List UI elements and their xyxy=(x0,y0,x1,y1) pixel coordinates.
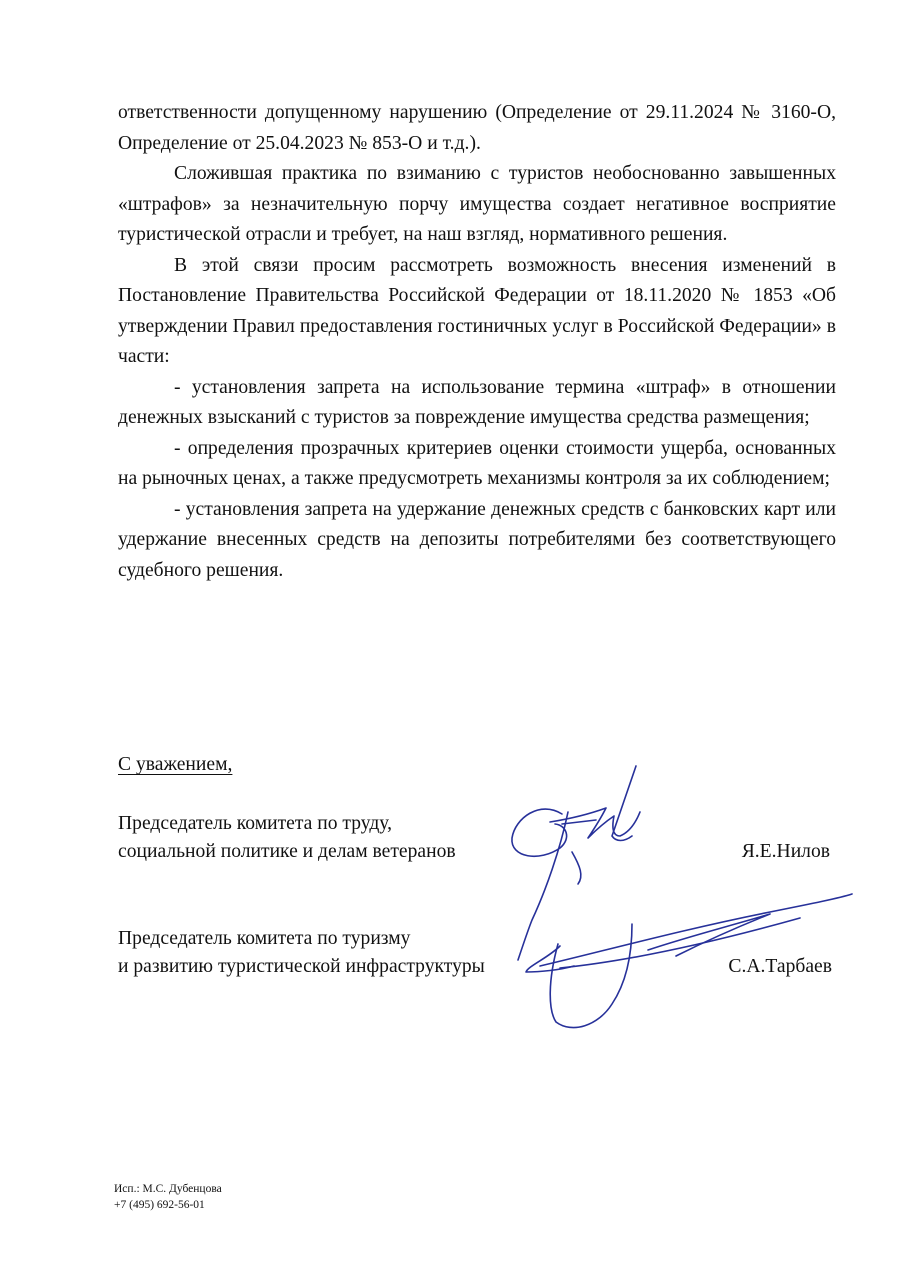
signatory-1-name: Я.Е.Нилов xyxy=(741,841,830,862)
paragraph-request: В этой связи просим рассмотреть возможность внесения изменений в Постановление Правительства Российской Федерации от 18.11.2020 № 1853 «Об утверждении Правил предоставления гостиничных услуг в Российской Федерации» в части: xyxy=(118,254,836,367)
signatory-block-1 xyxy=(118,810,838,866)
closing-salutation: С уважением, xyxy=(118,754,233,775)
paragraph-practice: Сложившая практика по взиманию с туристов необоснованно завышенных «штрафов» за незначительную порчу имущества создает негативное восприятие туристической отрасли и требует, на наш взгляд, нормативного решения. xyxy=(118,163,836,245)
list-item-damage-criteria: - определения прозрачных критериев оценки стоимости ущерба, основанных на рыночных ценах, а также предусмотреть механизмы контроля за их соблюдением; xyxy=(118,437,836,489)
signatory-1-position-line2: социальной политике и делам ветеранов xyxy=(118,841,456,862)
paragraph-continuation: ответственности допущенному нарушению (Определение от 29.11.2024 № 3160-О, Определение от 25.04.2023 № 853-О и т.д.). xyxy=(118,102,836,154)
executor-name: Исп.: М.С. Дубенцова xyxy=(114,1183,222,1195)
executor-phone: +7 (495) 692-56-01 xyxy=(114,1199,205,1211)
signatory-2-position-line1: Председатель комитета по туризму xyxy=(118,928,411,949)
signatory-block-2 xyxy=(118,925,838,981)
letter-body xyxy=(118,98,836,586)
list-item-withholding-ban: - установления запрета на удержание денежных средств с банковских карт или удержание внесенных средств на депозиты потребителями без соответствующего судебного решения. xyxy=(118,498,836,581)
signatory-1-position-line1: Председатель комитета по труду, xyxy=(118,813,393,834)
list-item-term-ban: - установления запрета на использование термина «штраф» в отношении денежных взысканий с туристов за повреждение имущества средства размещения; xyxy=(118,376,836,428)
footer-executor-info xyxy=(114,1181,222,1213)
signatory-2-position-line2: и развитию туристической инфраструктуры xyxy=(118,956,485,977)
signatory-2-name: С.А.Тарбаев xyxy=(728,956,832,977)
